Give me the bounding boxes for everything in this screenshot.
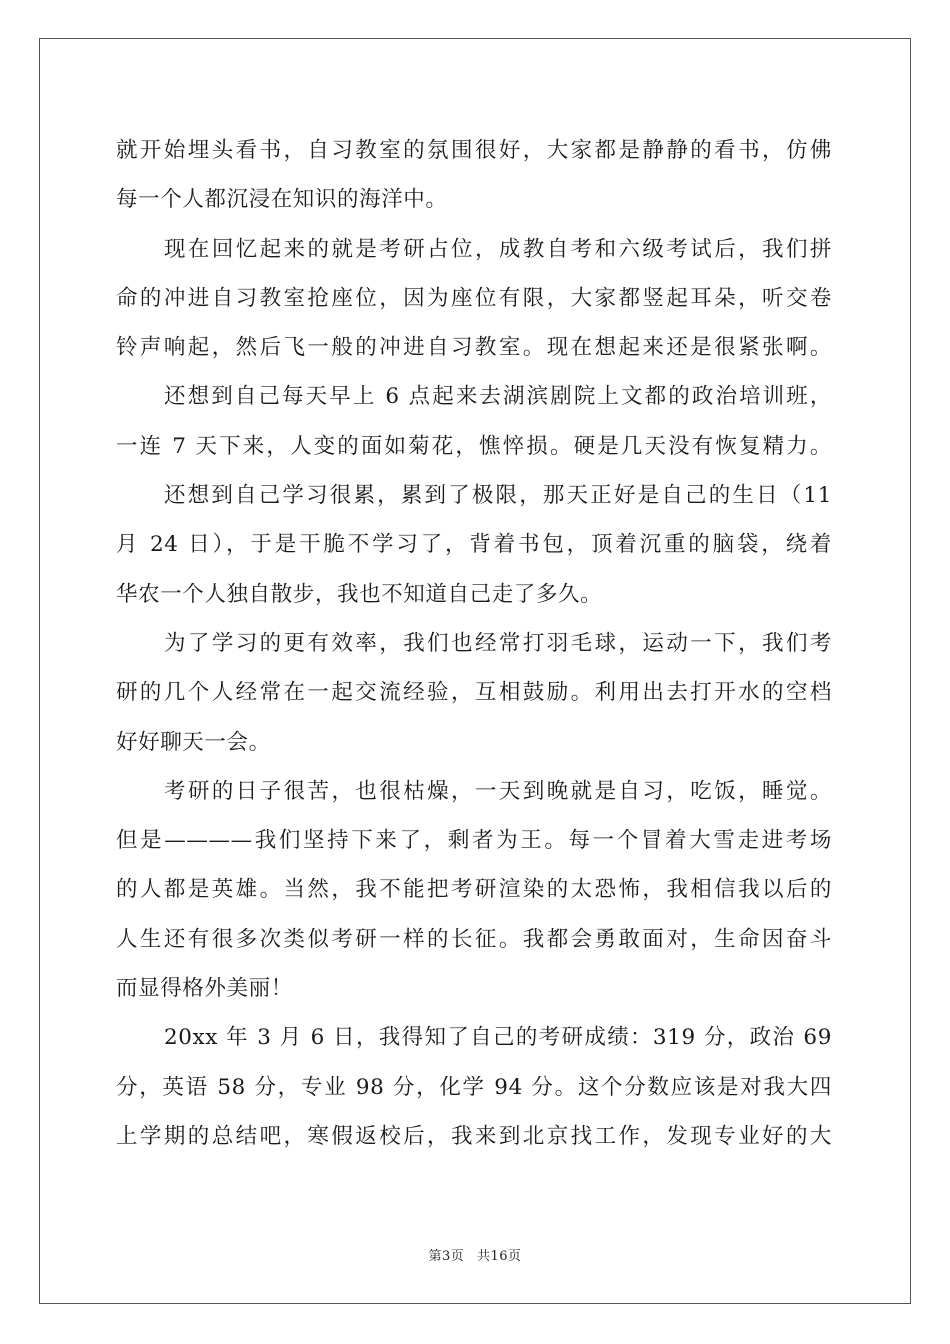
text-line: 还想到自己学习很累，累到了极限，那天正好是自己的生日（11 bbox=[164, 483, 832, 509]
text-line: 华农一个人独自散步，我也不知道自己走了多久。 bbox=[116, 581, 603, 607]
document-body bbox=[116, 126, 832, 1161]
text-line: 分，英语 58 分，专业 98 分，化学 94 分。这个分数应该是对我大四 bbox=[116, 1074, 832, 1100]
text-line: 人生还有很多次类似考研一样的长征。我都会勇敢面对，生命因奋斗 bbox=[116, 926, 832, 952]
text-line: 命的冲进自习教室抢座位，因为座位有限，大家都竖起耳朵，听交卷 bbox=[116, 285, 832, 311]
text-line: 考研的日子很苦，也很枯燥，一天到晚就是自习，吃饭，睡觉。 bbox=[164, 778, 832, 804]
text-line: 但是————我们坚持下来了，剩者为王。每一个冒着大雪走进考场 bbox=[116, 828, 832, 854]
page-total: 共16页 bbox=[476, 1249, 522, 1264]
text-line: 月 24 日），于是干脆不学习了，背着书包，顶着沉重的脑袋，绕着 bbox=[116, 532, 832, 558]
text-line: 现在回忆起来的就是考研占位，成教自考和六级考试后，我们拼 bbox=[164, 236, 832, 262]
text-line: 每一个人都沉浸在知识的海洋中。 bbox=[116, 187, 448, 213]
text-line: 而显得格外美丽！ bbox=[116, 976, 293, 1002]
page-number: 第3页 bbox=[428, 1249, 465, 1264]
text-line: 20xx 年 3 月 6 日，我得知了自己的考研成绩：319 分，政治 69 bbox=[164, 1025, 832, 1051]
text-line: 还想到自己每天早上 6 点起来去湖滨剧院上文都的政治培训班， bbox=[164, 384, 832, 410]
page-footer bbox=[0, 1245, 950, 1264]
text-line: 上学期的总结吧，寒假返校后，我来到北京找工作，发现专业好的大 bbox=[116, 1123, 832, 1149]
text-line: 好好聊天一会。 bbox=[116, 729, 271, 755]
text-line: 为了学习的更有效率，我们也经常打羽毛球，运动一下，我们考 bbox=[164, 630, 832, 656]
text-line: 研的几个人经常在一起交流经验，互相鼓励。利用出去打开水的空档 bbox=[116, 680, 832, 706]
text-line: 的人都是英雄。当然，我不能把考研渲染的太恐怖，我相信我以后的 bbox=[116, 877, 832, 903]
text-line: 铃声响起，然后飞一般的冲进自习教室。现在想起来还是很紧张啊。 bbox=[116, 335, 832, 361]
text-line: 就开始埋头看书，自习教室的氛围很好，大家都是静静的看书，仿佛 bbox=[116, 138, 832, 163]
text-line: 一连 7 天下来，人变的面如菊花，憔悴损。硬是几天没有恢复精力。 bbox=[116, 433, 832, 459]
